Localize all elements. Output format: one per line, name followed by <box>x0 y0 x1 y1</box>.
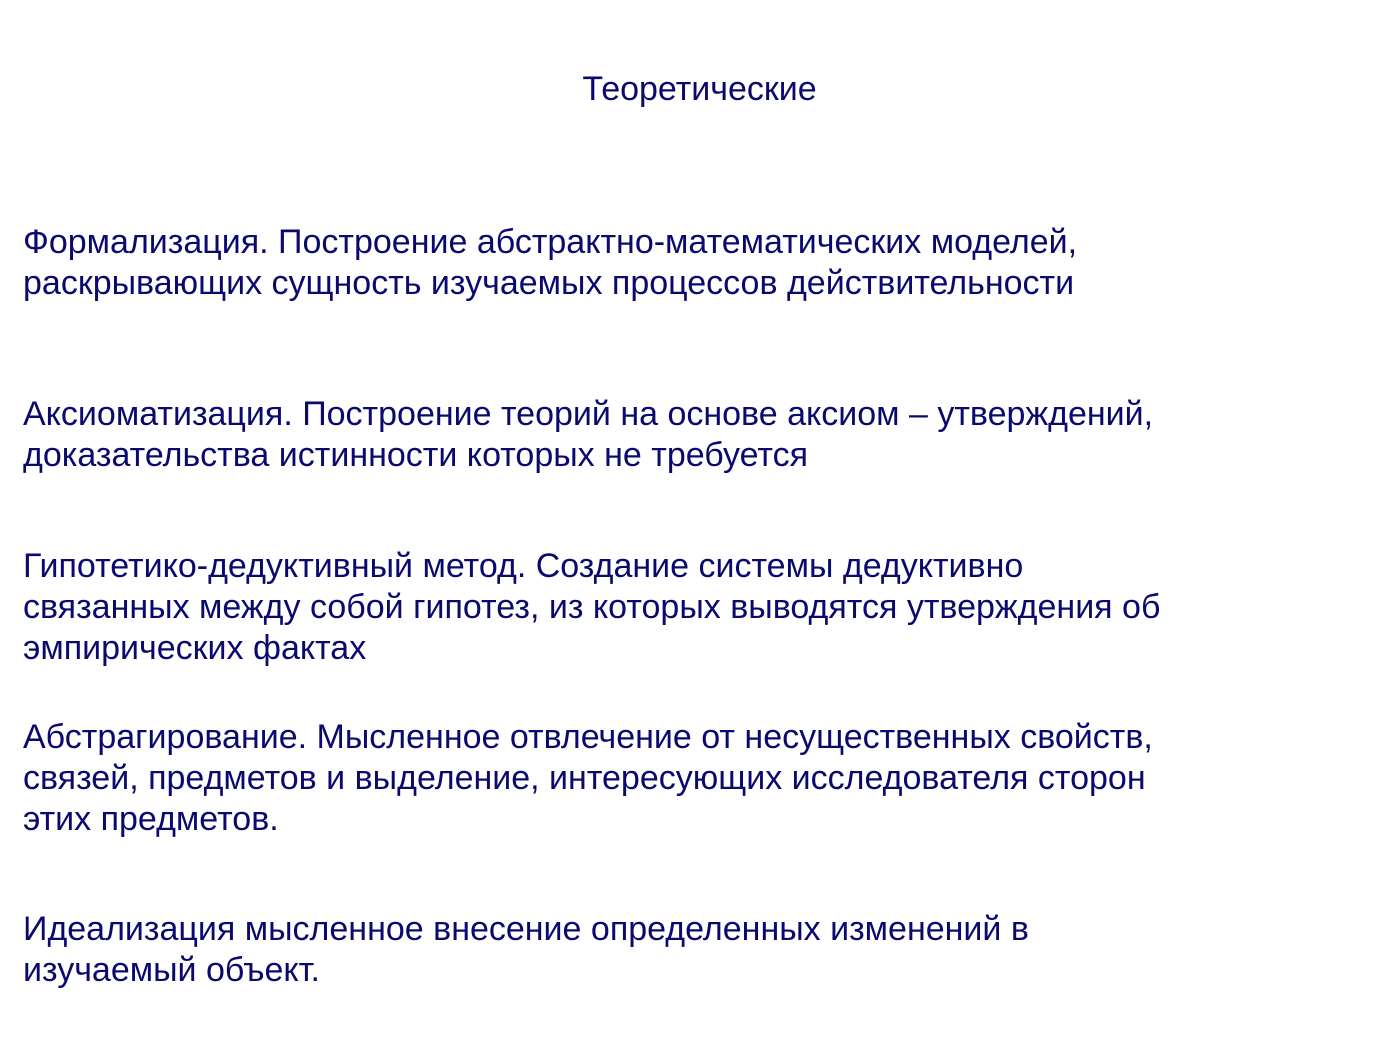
paragraph-hypothetico-deductive <box>23 546 1383 669</box>
paragraph-line: изучаемый объект. <box>23 951 320 989</box>
paragraph-axiomatization <box>23 394 1383 476</box>
paragraph-line: этих предметов. <box>23 800 279 838</box>
paragraph-line: Гипотетико-дедуктивный метод. Создание системы дедуктивно <box>23 547 1024 585</box>
slide-title: Теоретические <box>582 70 817 108</box>
paragraph-line: раскрывающих сущность изучаемых процессов действительности <box>23 264 1075 302</box>
paragraph-abstraction <box>23 717 1383 840</box>
paragraph-line: доказательства истинности которых не требуется <box>23 436 808 474</box>
paragraph-formalization <box>23 222 1383 304</box>
paragraph-line: Абстрагирование. Мысленное отвлечение от несущественных свойств, <box>23 718 1153 756</box>
paragraph-line: Идеализация мысленное внесение определенных изменений в <box>23 910 1029 948</box>
paragraph-line: связанных между собой гипотез, из которых выводятся утверждения об <box>23 588 1161 626</box>
paragraph-line: связей, предметов и выделение, интересующих исследователя сторон <box>23 759 1146 797</box>
paragraph-line: Формализация. Построение абстрактно-математических моделей, <box>23 223 1078 261</box>
paragraph-line: эмпирических фактах <box>23 629 367 667</box>
paragraph-idealization <box>23 909 1383 991</box>
paragraph-line: Аксиоматизация. Построение теорий на основе аксиом – утверждений, <box>23 395 1154 433</box>
